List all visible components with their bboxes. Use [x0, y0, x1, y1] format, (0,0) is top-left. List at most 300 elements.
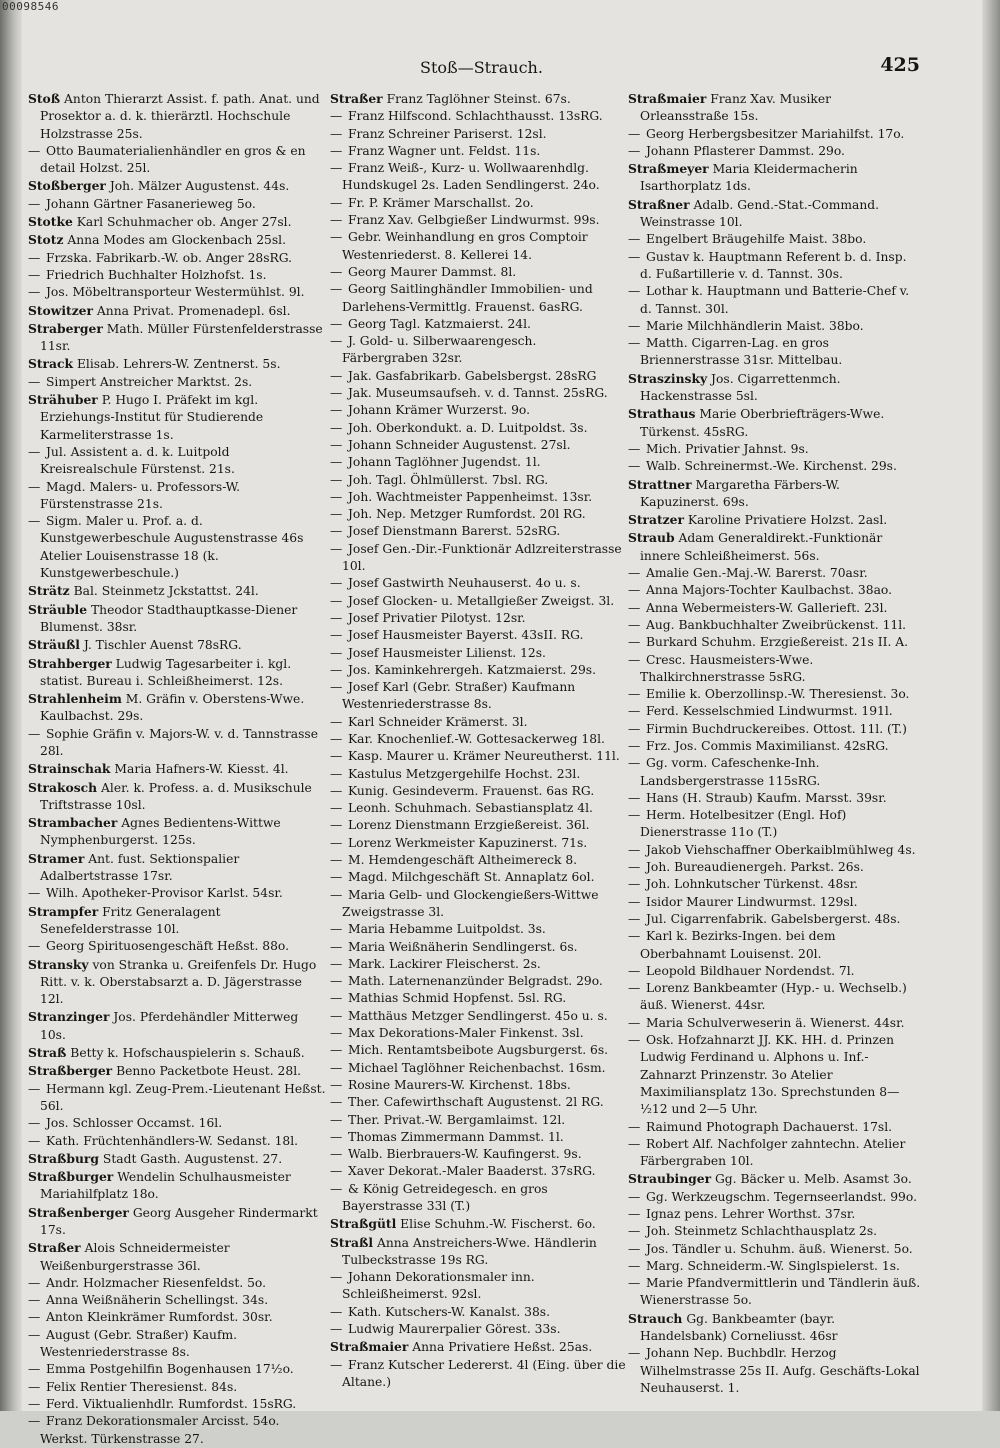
ditto-dash: — [28, 1396, 41, 1411]
ditto-dash: — [330, 1181, 343, 1196]
directory-entry [330, 195, 626, 212]
directory-entry [330, 316, 626, 333]
ditto-dash: — [330, 455, 343, 470]
directory-entry [628, 249, 922, 284]
directory-entry [330, 1146, 626, 1163]
entry-text: Rosine Maurers-W. Kirchenst. 18bs. [348, 1077, 571, 1092]
ditto-dash: — [628, 318, 641, 333]
directory-entry [28, 885, 328, 902]
entry-text: Marie Pfandvermittlerin und Tändlerin äuß. Wienerstrasse 5o. [640, 1276, 921, 1308]
ditto-dash: — [28, 939, 41, 954]
entry-text: Anton Thierarzt Assist. f. path. Anat. und Prosektor a. d. k. thierärztl. Hochschule Holzstrasse 25s. [40, 92, 320, 141]
entry-text: Josef Privatier Pilotyst. 12sr. [348, 610, 526, 625]
ditto-dash: — [28, 1293, 41, 1308]
directory-entry [628, 1275, 922, 1310]
ditto-dash: — [628, 790, 641, 805]
ditto-dash: — [330, 731, 343, 746]
entry-text: J. Tischler Auenst 78sRG. [83, 638, 242, 653]
entry-text: Gustav k. Hauptmann Referent b. d. Insp. d. Fußartillerie v. d. Tannst. 30s. [640, 249, 907, 281]
directory-entry [330, 126, 626, 143]
directory-entry [330, 1077, 626, 1094]
ditto-dash: — [628, 981, 641, 996]
entry-text: Maria Hafners-W. Kiesst. 4l. [114, 762, 289, 777]
ditto-dash: — [628, 336, 641, 351]
directory-entry [28, 196, 328, 213]
directory-entry [28, 90, 328, 143]
entry-text: August (Gebr. Straßer) Kaufm. Westenriederstrasse 8s. [40, 1327, 238, 1360]
directory-entry [330, 645, 626, 662]
entry-text: Joh. Steinmetz Schlachthausplatz 2s. [646, 1224, 878, 1239]
entry-text: Georg Spirituosengeschäft Heßst. 88o. [46, 939, 290, 954]
ditto-dash: — [330, 524, 343, 539]
ditto-dash: — [330, 334, 343, 349]
ditto-dash: — [628, 929, 641, 944]
ditto-dash: — [330, 282, 343, 297]
entry-surname: Straßmaier [628, 91, 707, 106]
directory-entry [28, 1239, 328, 1275]
entry-text: Kath. Früchtenhändlers-W. Sedanst. 18l. [46, 1133, 299, 1148]
entry-text: Gg. vorm. Cafeschenke-Inh. Landsbergerstrasse 115sRG. [640, 756, 821, 788]
entry-text: Anna Anstreichers-Wwe. Händlerin Tulbeckstrasse 19s RG. [342, 1235, 597, 1267]
ditto-dash: — [330, 801, 343, 816]
entry-text: Thomas Zimmermann Dammst. 1l. [348, 1129, 564, 1144]
directory-entry [330, 368, 626, 385]
ditto-dash: — [628, 1258, 641, 1273]
ditto-dash: — [330, 593, 343, 608]
entry-text: Mark. Lackirer Fleischerst. 2s. [348, 956, 541, 971]
directory-entry [330, 143, 626, 160]
entry-text: Cresc. Hausmeisters-Wwe. Thalkirchnerstrasse 5sRG. [640, 652, 814, 684]
entry-surname: Straßburg [28, 1150, 99, 1166]
ditto-dash: — [330, 818, 343, 833]
directory-entry [28, 231, 328, 249]
page-number: 425 [880, 54, 920, 76]
directory-entry [628, 231, 922, 248]
entry-text: Georg Maurer Dammst. 8l. [348, 264, 517, 279]
ditto-dash: — [330, 680, 343, 695]
directory-entry [628, 600, 922, 617]
entry-text: Jos. Pferdehändler Mitterweg 10s. [40, 1010, 299, 1042]
entry-text: Fritz Generalagent Senefelderstrasse 10l. [40, 904, 221, 936]
directory-entry [330, 800, 626, 817]
directory-entry [330, 1181, 626, 1216]
directory-entry [330, 869, 626, 886]
entry-text: Josef Gen.-Dir.-Funktionär Adlzreiterstrasse 10l. [342, 541, 622, 574]
entry-text: Sigm. Maler u. Prof. a. d. Kunstgewerbeschule Augustenstrasse 46s Atelier Louisenstrasse 18 (k. Kunstgewerbeschule.) [40, 514, 304, 581]
directory-entry [628, 617, 922, 634]
entry-text: Georg Herbergsbesitzer Mariahilfst. 17o. [646, 126, 905, 141]
directory-entry [330, 1129, 626, 1146]
entry-text: Karl Schneider Krämerst. 3l. [348, 714, 528, 729]
entry-text: Maria Schulverweserin ä. Wienerst. 44sr. [646, 1015, 905, 1030]
ditto-dash: — [628, 894, 641, 909]
ditto-dash: — [628, 963, 641, 978]
entry-surname: Straßburger [28, 1169, 114, 1185]
entry-text: Amalie Gen.-Maj.-W. Barerst. 70asr. [646, 566, 868, 581]
entry-text: Joh. Oberkondukt. a. D. Luitpoldst. 3s. [348, 420, 588, 435]
entry-text: Engelbert Bräugehilfe Maist. 38bo. [646, 232, 867, 247]
ditto-dash: — [28, 374, 41, 389]
entry-text: Walb. Schreinermst.-We. Kirchenst. 29s. [646, 459, 897, 474]
directory-entry [330, 1042, 626, 1059]
directory-entry [28, 1361, 328, 1378]
entry-text: Joh. Wachtmeister Pappenheimst. 13sr. [348, 489, 593, 504]
directory-entry [628, 1223, 922, 1240]
ditto-dash: — [330, 1060, 343, 1075]
entry-surname: Strähuber [28, 392, 98, 408]
directory-entry [28, 391, 328, 444]
entry-text: Andr. Holzmacher Riesenfeldst. 5o. [46, 1275, 267, 1290]
entry-surname: Straßer [330, 91, 383, 106]
directory-entry [330, 627, 626, 644]
directory-entry [628, 634, 922, 651]
ditto-dash: — [330, 437, 343, 452]
ditto-dash: — [28, 1310, 41, 1325]
entry-surname: Straßmeyer [628, 161, 709, 177]
entry-text: Joh. Tagl. Öhlmüllerst. 7bsl. RG. [348, 472, 549, 487]
entry-surname: Straszinsky [628, 370, 708, 386]
directory-entry [330, 783, 626, 800]
entry-text: Anna Weißnäherin Schellingst. 34s. [46, 1293, 269, 1308]
ditto-dash: — [330, 922, 343, 937]
directory-entry [330, 506, 626, 523]
entry-text: M. Hemdengeschäft Altheimereck 8. [348, 853, 578, 868]
ditto-dash: — [330, 143, 343, 158]
entry-text: Franz Xav. Musiker Orleansstraße 15s. [640, 92, 832, 124]
directory-entry [330, 731, 626, 748]
entry-text: Anna Modes am Glockenbach 25sl. [67, 233, 286, 248]
entry-surname: Straßberger [28, 1063, 113, 1079]
directory-entry [330, 679, 626, 714]
directory-entry [28, 1379, 328, 1396]
directory-entry [628, 126, 922, 143]
ditto-dash: — [28, 1362, 41, 1377]
entry-text: Jos. Tändler u. Schuhm. äuß. Wienerst. 5o. [646, 1241, 913, 1256]
ditto-dash: — [28, 479, 41, 494]
directory-entry [330, 817, 626, 834]
entry-text: Anna Majors-Tochter Kaulbachst. 38ao. [646, 583, 892, 598]
ditto-dash: — [28, 267, 41, 282]
ditto-dash: — [28, 1379, 41, 1394]
directory-entry [628, 90, 922, 126]
directory-entry [330, 610, 626, 627]
entry-surname: Straß [28, 1045, 67, 1061]
entry-text: Karl k. Bezirks-Ingen. bei dem Oberbahnamt Louisenst. 20l. [640, 929, 836, 961]
entry-text: Georg Tagl. Katzmaierst. 24l. [348, 316, 531, 331]
entry-text: Sophie Gräfin v. Majors-W. v. d. Tannstrasse 28l. [40, 726, 318, 758]
entry-text: Josef Hausmeister Bayerst. 43sII. RG. [348, 628, 584, 643]
entry-text: Joh. Lohnkutscher Türkenst. 48sr. [646, 877, 859, 892]
directory-entry [628, 1241, 922, 1258]
ditto-dash: — [628, 1224, 641, 1239]
ditto-dash: — [330, 991, 343, 1006]
entry-text: Gg. Bankbeamter (bayr. Handelsbank) Corneliusst. 46sr [640, 1311, 838, 1344]
directory-entry [330, 385, 626, 402]
entry-text: Jos. Möbeltransporteur Westermühlst. 9l. [46, 285, 305, 300]
directory-entry [28, 726, 328, 761]
entry-text: Franz Kutscher Ledererst. 4l (Eing. über die Altane.) [342, 1357, 626, 1389]
entry-text: P. Hugo I. Präfekt im kgl. Erziehungs-Institut für Studierende Karmeliterstrasse 1s. [40, 393, 264, 442]
directory-entry [330, 108, 626, 125]
directory-entry [28, 779, 328, 815]
directory-entry [330, 835, 626, 852]
entry-text: Kasp. Maurer u. Krämer Neureutherst. 11l. [348, 749, 620, 764]
entry-surname: Strakosch [28, 779, 98, 795]
entry-text: Gg. Werkzeugschm. Tegernseerlandst. 99o. [646, 1189, 917, 1204]
ditto-dash: — [330, 939, 343, 954]
ditto-dash: — [330, 507, 343, 522]
entry-surname: Straßgütl [330, 1216, 397, 1232]
directory-entry [628, 842, 922, 859]
entry-surname: Stoßberger [28, 178, 106, 194]
entry-text: Mich. Rentamtsbeibote Augsburgerst. 6s. [348, 1043, 609, 1058]
directory-entry [28, 1275, 328, 1292]
entry-text: Franz Hilfscond. Schlachthausst. 13sRG. [348, 109, 603, 124]
entry-surname: Stoß [28, 91, 61, 106]
ditto-dash: — [330, 1164, 343, 1179]
directory-entry [28, 1044, 328, 1062]
entry-text: Friedrich Buchhalter Holzhofst. 1s. [46, 267, 267, 282]
directory-entry [28, 1150, 328, 1168]
directory-column-2 [330, 90, 626, 1391]
directory-entry [628, 335, 922, 370]
directory-entry [330, 748, 626, 765]
ditto-dash: — [330, 1322, 343, 1337]
entry-text: Aug. Bankbuchhalter Zweibrückenst. 11l. [646, 617, 907, 632]
ditto-dash: — [330, 1008, 343, 1023]
directory-entry [28, 143, 328, 178]
entry-surname: Straubinger [628, 1171, 712, 1187]
directory-entry [330, 1094, 626, 1111]
ditto-dash: — [330, 1304, 343, 1319]
directory-entry [28, 582, 328, 600]
ditto-dash: — [628, 1189, 641, 1204]
entry-text: Franz Xav. Gelbgießer Lindwurmst. 99s. [348, 213, 600, 228]
entry-text: Johann Dekorationsmaler inn. Schleißheimerst. 92sl. [342, 1270, 535, 1302]
directory-entry [330, 887, 626, 922]
directory-entry [28, 814, 328, 850]
ditto-dash: — [28, 285, 41, 300]
ditto-dash: — [330, 541, 343, 556]
ditto-dash: — [330, 714, 343, 729]
directory-entry [628, 1136, 922, 1171]
ditto-dash: — [628, 738, 641, 753]
ditto-dash: — [628, 232, 641, 247]
ditto-dash: — [28, 1275, 41, 1290]
directory-entry [330, 264, 626, 281]
entry-surname: Strainschak [28, 761, 111, 777]
directory-entry [628, 1119, 922, 1136]
directory-entry [330, 575, 626, 592]
entry-text: Kath. Kutschers-W. Kanalst. 38s. [348, 1304, 550, 1319]
entry-text: Ferd. Viktualienhdlr. Rumfordst. 15sRG. [46, 1396, 297, 1411]
margin-code: 00098546 [2, 0, 59, 13]
entry-text: Joh. Bureaudienergeh. Parkst. 26s. [646, 860, 864, 875]
ditto-dash: — [628, 652, 641, 667]
entry-surname: Straßer [28, 1240, 81, 1256]
entry-text: Ludwig Maurerpalier Görest. 33s. [348, 1322, 561, 1337]
entry-text: Kar. Knochenlief.-W. Gottesackerweg 18l. [348, 731, 605, 746]
ditto-dash: — [330, 230, 343, 245]
directory-entry [330, 333, 626, 368]
ditto-dash: — [628, 704, 641, 719]
entry-text: Ludwig Tagesarbeiter i. kgl. statist. Bureau i. Schleißheimerst. 12s. [40, 656, 292, 688]
ditto-dash: — [628, 635, 641, 650]
ditto-dash: — [330, 489, 343, 504]
ditto-dash: — [628, 143, 641, 158]
entry-text: Benno Packetbote Heust. 28l. [116, 1064, 302, 1079]
entry-text: Franz Weiß-, Kurz- u. Wollwaarenhdlg. Hundskugel 2s. Laden Sendlingerst. 24o. [342, 161, 600, 193]
ditto-dash: — [628, 687, 641, 702]
entry-text: Felix Rentier Theresienst. 84s. [46, 1379, 238, 1394]
ditto-dash: — [330, 576, 343, 591]
entry-text: Joh. Mälzer Augustenst. 44s. [109, 179, 290, 194]
directory-entry [28, 690, 328, 726]
ditto-dash: — [330, 195, 343, 210]
ditto-dash: — [330, 386, 343, 401]
ditto-dash: — [330, 316, 343, 331]
directory-entry [628, 790, 922, 807]
entry-text: & König Getreidegesch. en gros Bayerstrasse 33l (T.) [342, 1181, 548, 1213]
entry-text: Magd. Milchgeschäft St. Annaplatz 6ol. [348, 870, 595, 885]
ditto-dash: — [330, 662, 343, 677]
entry-text: Simpert Anstreicher Marktst. 2s. [46, 374, 253, 389]
entry-surname: Strahberger [28, 655, 112, 671]
ditto-dash: — [628, 842, 641, 857]
directory-entry [28, 355, 328, 373]
entry-text: Anton Kleinkrämer Rumfordst. 30sr. [46, 1310, 273, 1325]
ditto-dash: — [628, 860, 641, 875]
ditto-dash: — [330, 887, 343, 902]
entry-surname: Strampfer [28, 903, 99, 919]
directory-entry [28, 1115, 328, 1132]
directory-entry [28, 1062, 328, 1080]
entry-surname: Stowitzer [28, 302, 93, 318]
directory-entry [28, 302, 328, 320]
entry-text: Josef Hausmeister Lilienst. 12s. [348, 645, 546, 660]
entry-surname: Stotke [28, 214, 73, 230]
entry-surname: Strahlenheim [28, 691, 122, 707]
ditto-dash: — [628, 1015, 641, 1030]
ditto-dash: — [330, 1026, 343, 1041]
entry-text: Jakob Viehschaffner Oberkaiblmühlweg 4s. [646, 842, 916, 857]
entry-text: Johann Taglöhner Jugendst. 1l. [348, 455, 541, 470]
entry-text: Walb. Bierbrauers-W. Kaufingerst. 9s. [348, 1147, 582, 1162]
ditto-dash: — [330, 956, 343, 971]
directory-entry [330, 852, 626, 869]
entry-text: Johann Krämer Wurzerst. 9o. [348, 403, 531, 418]
directory-entry [628, 1310, 922, 1346]
directory-entry [330, 281, 626, 316]
entry-text: Gg. Bäcker u. Melb. Asamst 3o. [714, 1172, 912, 1187]
directory-entry [628, 1206, 922, 1223]
ditto-dash: — [28, 444, 41, 459]
ditto-dash: — [628, 721, 641, 736]
directory-entry [28, 479, 328, 514]
directory-entry [330, 921, 626, 938]
entry-surname: Stotz [28, 232, 64, 248]
ditto-dash: — [330, 783, 343, 798]
directory-entry [28, 1204, 328, 1240]
directory-entry [28, 760, 328, 778]
entry-text: Adam Generaldirekt.-Funktionär innere Schleißheimerst. 56s. [640, 531, 883, 563]
directory-entry [28, 938, 328, 955]
entry-text: Frzska. Fabrikarb.-W. ob. Anger 28sRG. [46, 250, 293, 265]
entry-text: Ther. Privat.-W. Bergamlaimst. 12l. [348, 1112, 566, 1127]
entry-text: Lorenz Bankbeamter (Hyp.- u. Wechselb.) äuß. Wienerst. 44sr. [640, 981, 907, 1013]
entry-surname: Straßenberger [28, 1204, 129, 1220]
directory-entry [28, 177, 328, 195]
entry-text: Maria Kleidermacherin Isarthorplatz 1ds. [640, 162, 858, 194]
directory-entry [628, 1258, 922, 1275]
entry-surname: Straßner [628, 196, 690, 212]
entry-text: Jos. Kaminkehrergeh. Katzmaierst. 29s. [348, 662, 597, 677]
directory-entry [628, 963, 922, 980]
entry-text: Leopold Bildhauer Nordendst. 7l. [646, 963, 855, 978]
ditto-dash: — [330, 1095, 343, 1110]
ditto-dash: — [628, 583, 641, 598]
directory-entry [330, 1163, 626, 1180]
ditto-dash: — [330, 264, 343, 279]
entry-text: Johann Nep. Buchbdlr. Herzog Wilhelmstrasse 25s II. Aufg. Geschäfts-Lokal Neuhauserst. 1. [640, 1346, 920, 1395]
entry-text: Franz Schreiner Pariserst. 12sl. [348, 126, 547, 141]
directory-entry [330, 420, 626, 437]
directory-entry [628, 283, 922, 318]
directory-entry [628, 476, 922, 512]
ditto-dash: — [330, 126, 343, 141]
entry-text: Karoline Privatiere Holzst. 2asl. [687, 513, 888, 528]
entry-text: Hermann kgl. Zeug-Prem.-Lieutenant Heßst. 56l. [40, 1081, 326, 1113]
directory-entry [628, 894, 922, 911]
directory-entry [628, 582, 922, 599]
ditto-dash: — [330, 766, 343, 781]
directory-entry [28, 1081, 328, 1116]
entry-text: Jos. Schlosser Occamst. 16l. [46, 1116, 223, 1131]
directory-entry [330, 1112, 626, 1129]
ditto-dash: — [330, 403, 343, 418]
directory-column-3 [628, 90, 922, 1397]
ditto-dash: — [628, 617, 641, 632]
entry-text: Georg Saitlinghändler Immobilien- und Darlehens-Vermittlg. Frauenst. 6asRG. [342, 282, 593, 314]
directory-entry [330, 541, 626, 576]
directory-entry [28, 601, 328, 637]
entry-surname: Strack [28, 356, 74, 372]
directory-entry [628, 911, 922, 928]
entry-surname: Strambacher [28, 815, 118, 831]
directory-entry [628, 980, 922, 1015]
entry-text: Hans (H. Straub) Kaufm. Marsst. 39sr. [646, 790, 887, 805]
entry-text: Marg. Schneiderm.-W. Singlspielerst. 1s. [646, 1258, 900, 1273]
ditto-dash: — [628, 1241, 641, 1256]
entry-surname: Strätz [28, 583, 70, 599]
ditto-dash: — [628, 249, 641, 264]
ditto-dash: — [330, 109, 343, 124]
directory-entry [330, 662, 626, 679]
ditto-dash: — [330, 213, 343, 228]
directory-entry [28, 250, 328, 267]
entry-text: Ferd. Kesselschmied Lindwurmst. 191l. [646, 704, 893, 719]
entry-text: Bal. Steinmetz Jckstattst. 24l. [73, 584, 259, 599]
directory-entry [28, 320, 328, 356]
directory-entry [330, 714, 626, 731]
entry-text: Franz Taglöhner Steinst. 67s. [386, 92, 571, 106]
directory-entry [628, 807, 922, 842]
entry-text: Ther. Cafewirthschaft Augustenst. 2l RG. [348, 1095, 604, 1110]
directory-entry [28, 444, 328, 479]
entry-text: Elise Schuhm.-W. Fischerst. 6o. [400, 1217, 596, 1232]
ditto-dash: — [330, 853, 343, 868]
entry-text: Maria Weißnäherin Sendlingerst. 6s. [348, 939, 578, 954]
